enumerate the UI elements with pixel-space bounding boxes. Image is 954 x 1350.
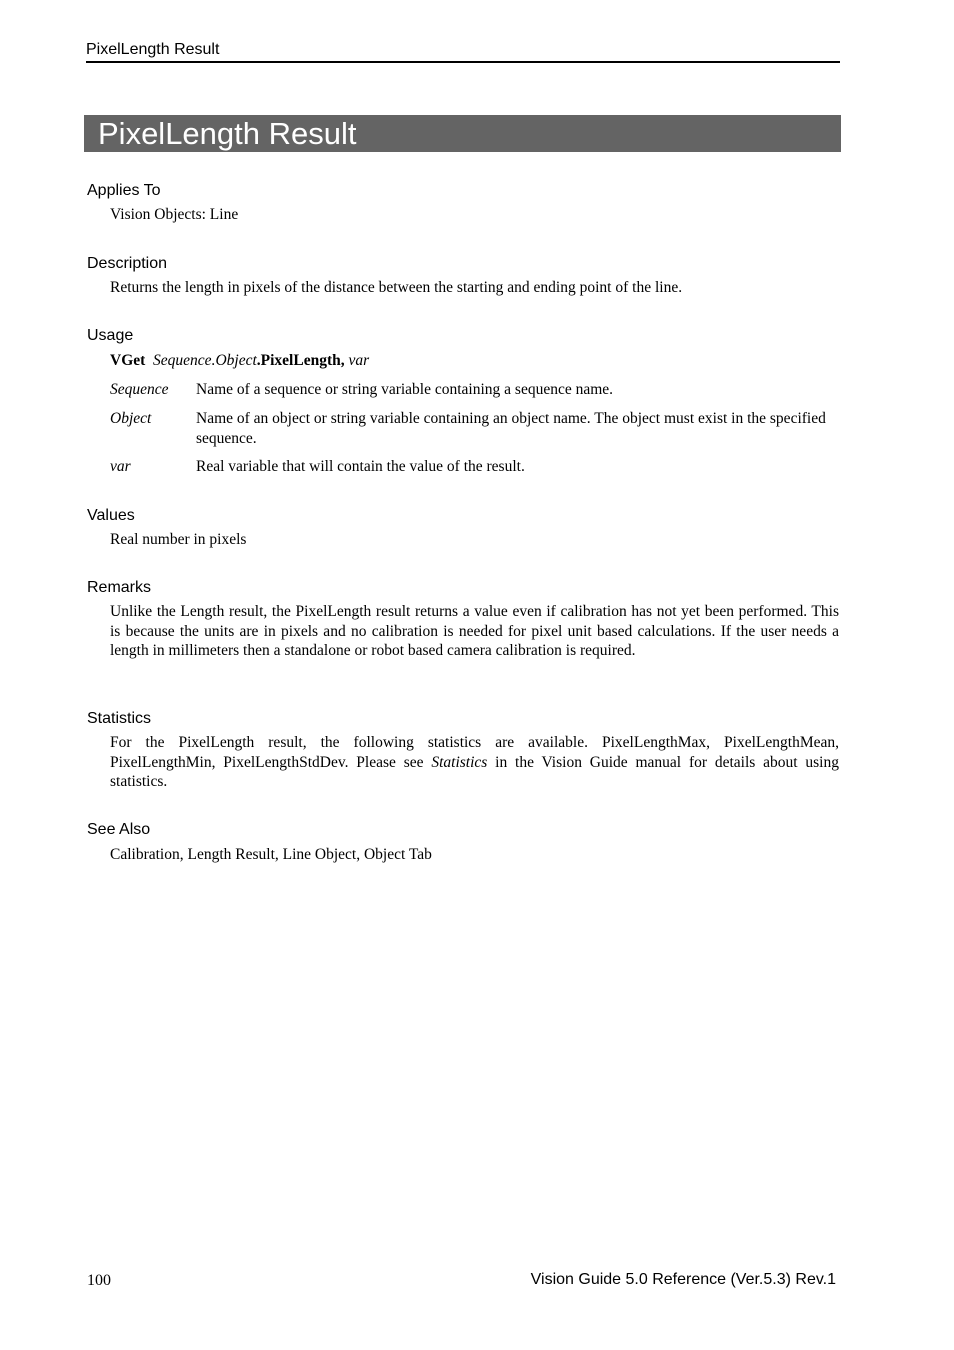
statistics-text-before: For the PixelLength result, the following statistics are available. PixelLengthMax, PixelLengthMean, PixelLengthMin, PixelLengthStdDev. Please see — [110, 734, 839, 771]
page-number: 100 — [87, 1272, 111, 1289]
param-name: Sequence — [110, 381, 169, 398]
applies-to-text: Vision Objects: Line — [110, 206, 239, 223]
syntax-command: VGet — [110, 352, 146, 369]
running-header: PixelLength Result — [86, 40, 840, 63]
applies-to-heading: Applies To — [87, 182, 161, 199]
values-heading: Values — [87, 507, 135, 524]
remarks-heading: Remarks — [87, 579, 152, 596]
param-desc: Name of a sequence or string variable containing a sequence name. — [196, 381, 614, 398]
param-desc: Name of an object or string variable containing an object name. The object must exist in the specified sequence. — [196, 410, 826, 447]
usage-heading: Usage — [87, 327, 134, 344]
statistics-heading: Statistics — [87, 710, 152, 727]
values-text: Real number in pixels — [110, 531, 247, 548]
statistics-text — [110, 733, 839, 792]
syntax-sequence-object: Sequence.Object — [153, 352, 257, 369]
page-title: PixelLength Result — [84, 115, 841, 152]
description-heading: Description — [87, 255, 168, 272]
param-name: Object — [110, 410, 152, 427]
description-text: Returns the length in pixels of the distance between the starting and ending point of the line. — [110, 279, 683, 296]
see-also-heading: See Also — [87, 821, 151, 838]
statistics-text-after: in the Vision Guide manual for details about using statistics. — [110, 753, 839, 791]
syntax-property: .PixelLength, — [256, 352, 345, 369]
see-also-text: Calibration, Length Result, Line Object, Object Tab — [110, 846, 432, 863]
manual-title: Vision Guide 5.0 Reference (Ver.5.3) Rev.1 — [530, 1271, 836, 1288]
statistics-link-text: Statistics — [431, 753, 488, 771]
usage-syntax — [110, 351, 839, 371]
param-desc: Real variable that will contain the value of the result. — [196, 458, 525, 475]
param-name: var — [110, 458, 131, 475]
syntax-var: var — [348, 352, 370, 369]
remarks-text: Unlike the Length result, the PixelLength result returns a value even if calibration has not yet been performed. This is because the units are in pixels and no calibration is needed for pixel unit based calculations. If the user needs a length in millimeters then a standalone or robot based camera calibration is required. — [110, 603, 839, 660]
